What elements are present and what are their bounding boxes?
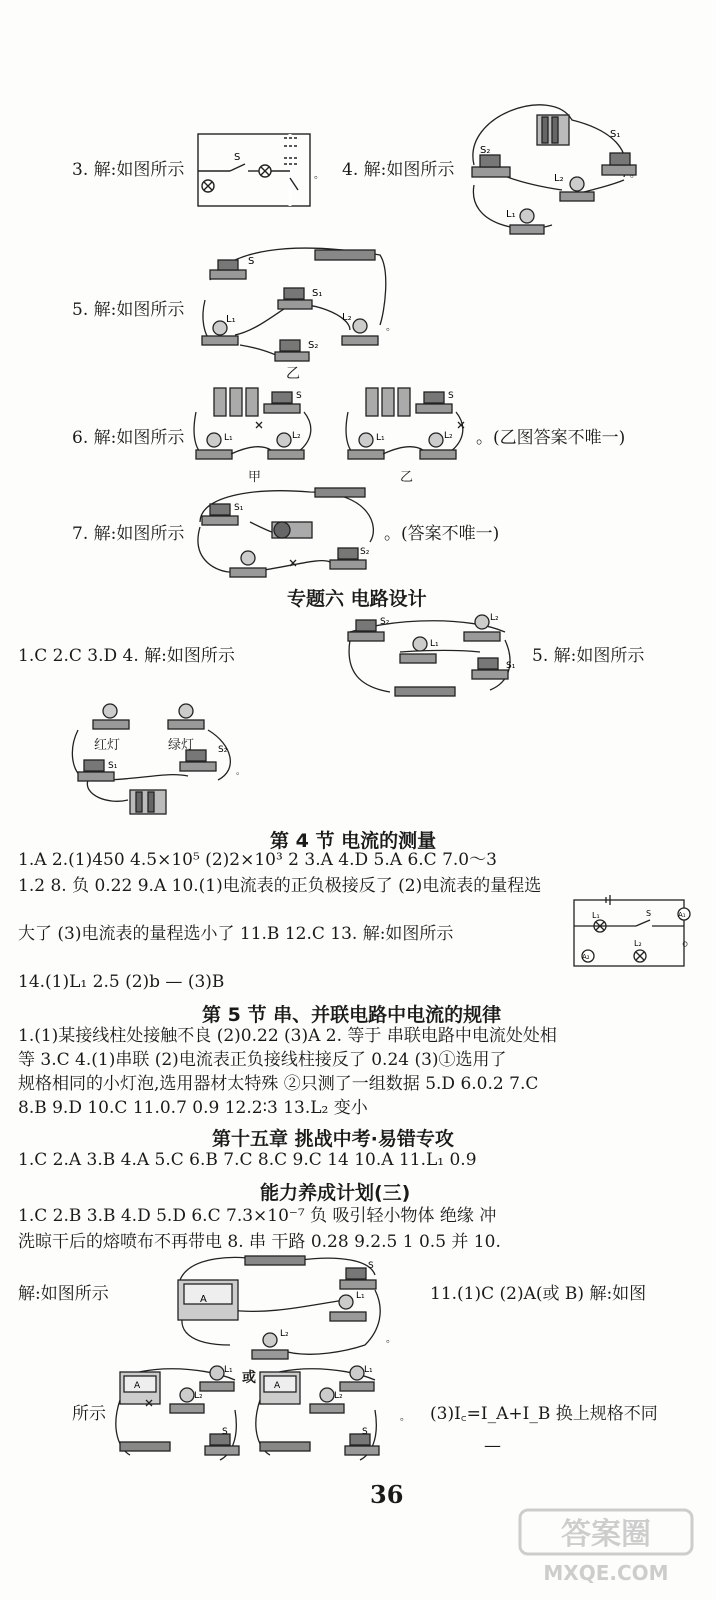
answer-s4-row2: 1.2 8. 负 0.22 9.A 10.(1)电流表的正负极接反了 (2)电流表的量程选: [18, 876, 542, 896]
heading-section5: 第 5 节 串、并联电路中电流的规律: [202, 1004, 502, 1026]
label-or: 或: [242, 1370, 256, 1386]
circuit-photo-topic6-q5: [68, 700, 246, 815]
svg-text:L₁: L₁: [376, 433, 385, 443]
answer-q4: 4. 解:如图所示: [342, 160, 455, 180]
answer-ability-row2: 洗晾干后的熔喷布不再带电 8. 串 干路 0.28 9.2.5 1 0.5 并 10.: [18, 1232, 501, 1252]
svg-text:L₁: L₁: [592, 911, 600, 920]
dash: —: [484, 1436, 501, 1456]
svg-text:L₁: L₁: [430, 639, 439, 649]
svg-text:。: 。: [386, 322, 396, 333]
answer-q7-note: 。(答案不唯一): [384, 524, 500, 544]
svg-text:。: 。: [630, 169, 640, 180]
label-red-lamp: 红灯: [94, 738, 121, 753]
svg-text:A₁: A₁: [678, 911, 686, 919]
circuit-photo-q5: [190, 240, 400, 390]
svg-text:S₁: S₁: [312, 288, 323, 299]
circuit-photo-topic6-q4: [340, 612, 520, 702]
answer-s5-row1: 1.(1)某接线柱处接触不良 (2)0.22 (3)A 2. 等于 串联电路中电流处处相: [18, 1026, 557, 1046]
svg-text:A₂: A₂: [582, 953, 590, 961]
svg-text:S₁: S₁: [234, 503, 244, 513]
circuit-photo-ability-q10: [170, 1250, 400, 1365]
svg-text:S₂: S₂: [480, 145, 491, 156]
svg-text:。: 。: [236, 767, 246, 777]
svg-text:S₂: S₂: [360, 547, 370, 557]
answer-topic6-q5: 5. 解:如图所示: [532, 646, 645, 666]
circuit-photo-ability-q11: [110, 1360, 410, 1475]
svg-text:L₂: L₂: [292, 431, 301, 441]
circuit-photo-q6-jia: [186, 382, 326, 485]
page-number: 36: [370, 1480, 404, 1509]
circuit-diagram-q3: [190, 128, 325, 213]
svg-text:。: 。: [400, 1412, 410, 1423]
answer-s5-row2: 等 3.C 4.(1)串联 (2)电流表正负接线柱接反了 0.24 (3)①选用了: [18, 1050, 507, 1070]
heading-section4: 第 4 节 电流的测量: [270, 830, 437, 852]
svg-text:S: S: [248, 256, 255, 267]
svg-text:L₂: L₂: [280, 1329, 289, 1339]
answer-q6-note: 。(乙图答案不唯一): [476, 428, 626, 448]
svg-text:L₁: L₁: [224, 433, 233, 443]
svg-text:S: S: [222, 1427, 228, 1437]
svg-text:S: S: [362, 1427, 368, 1437]
watermark-logo: [516, 1506, 696, 1586]
answer-q5: 5. 解:如图所示: [72, 300, 185, 320]
answer-ability-row3-end: 11.(1)C (2)A(或 B) 解:如图: [430, 1284, 647, 1304]
label-green-lamp: 绿灯: [168, 738, 195, 753]
svg-text:S: S: [448, 391, 454, 401]
svg-text:A: A: [274, 1381, 281, 1391]
answer-q7: 7. 解:如图所示: [72, 524, 185, 544]
svg-text:L₁: L₁: [226, 314, 236, 325]
svg-text:L₂: L₂: [634, 939, 642, 948]
svg-text:L₁: L₁: [506, 209, 516, 220]
svg-text:答案圈: 答案圈: [561, 1517, 651, 1552]
svg-text:MXQE.COM: MXQE.COM: [543, 1561, 669, 1585]
answer-q3: 3. 解:如图所示: [72, 160, 185, 180]
svg-text:L₂: L₂: [342, 312, 352, 323]
svg-text:L₂: L₂: [554, 173, 564, 184]
heading-chapter15: 第十五章 挑战中考·易错专攻: [212, 1128, 454, 1150]
svg-text:L₁: L₁: [224, 1365, 233, 1375]
svg-text:S: S: [296, 391, 302, 401]
svg-text:S: S: [368, 1261, 374, 1271]
svg-text:A: A: [134, 1381, 141, 1391]
answer-ability-row3: 解:如图所示: [18, 1284, 109, 1304]
circuit-photo-q7: [190, 482, 390, 582]
answer-ch15-row1: 1.C 2.A 3.B 4.A 5.C 6.B 7.C 8.C 9.C 14 10.A 11.L₁ 0.9: [18, 1150, 477, 1170]
svg-text:L₁: L₁: [356, 1291, 365, 1301]
svg-text:。: 。: [386, 1334, 396, 1345]
answer-ability-row1: 1.C 2.B 3.B 4.D 5.D 6.C 7.3×10⁻⁷ 负 吸引轻小物体 绝缘 冲: [18, 1206, 497, 1226]
svg-text:S₁: S₁: [506, 661, 516, 671]
heading-topic6: 专题六 电路设计: [287, 588, 427, 610]
svg-text:L₂: L₂: [334, 1391, 343, 1401]
svg-text:L₁: L₁: [364, 1365, 373, 1375]
circuit-photo-q4: [462, 95, 642, 245]
svg-text:S₂: S₂: [218, 745, 228, 755]
circuit-diagram-s4-q13: [566, 894, 696, 974]
label-s: S: [234, 152, 241, 163]
heading-ability-plan: 能力养成计划(三): [260, 1182, 411, 1204]
answer-topic6-row1: 1.C 2.C 3.D 4. 解:如图所示: [18, 646, 235, 666]
label-jia: 甲: [248, 470, 262, 485]
svg-text:S₁: S₁: [108, 761, 118, 771]
svg-text:S: S: [646, 909, 652, 918]
answer-s5-row4: 8.B 9.D 10.C 11.0.7 0.9 12.2∶3 13.L₂ 变小: [18, 1098, 368, 1118]
label-yi-2: 乙: [400, 470, 414, 485]
svg-text:S₁: S₁: [610, 129, 621, 140]
svg-text:L₂: L₂: [194, 1391, 203, 1401]
circuit-photo-q6-yi: [338, 382, 478, 485]
answer-ability-row4-end: (3)I꜀=I_A+I_B 换上规格不同: [430, 1404, 658, 1424]
label-yi: 乙: [286, 366, 300, 382]
answer-s4-row1: 1.A 2.(1)450 4.5×10⁵ (2)2×10³ 2 3.A 4.D 5.A 6.C 7.0～3: [18, 850, 497, 870]
svg-text:S₂: S₂: [380, 617, 390, 627]
svg-text:L₂: L₂: [444, 431, 453, 441]
answer-s4-row4: 14.(1)L₁ 2.5 (2)b — (3)B: [18, 972, 225, 992]
answer-s5-row3: 规格相同的小灯泡,选用器材太特殊 ②只测了一组数据 5.D 6.0.2 7.C: [18, 1074, 539, 1094]
svg-text:S₂: S₂: [308, 340, 319, 351]
svg-text:L₂: L₂: [490, 613, 499, 623]
svg-text:。: 。: [314, 170, 324, 181]
answer-s4-row3: 大了 (3)电流表的量程选小了 11.B 12.C 13. 解:如图所示: [18, 924, 454, 944]
svg-text:A: A: [200, 1294, 207, 1305]
answer-q6: 6. 解:如图所示: [72, 428, 185, 448]
answer-ability-row4: 所示: [72, 1404, 106, 1424]
